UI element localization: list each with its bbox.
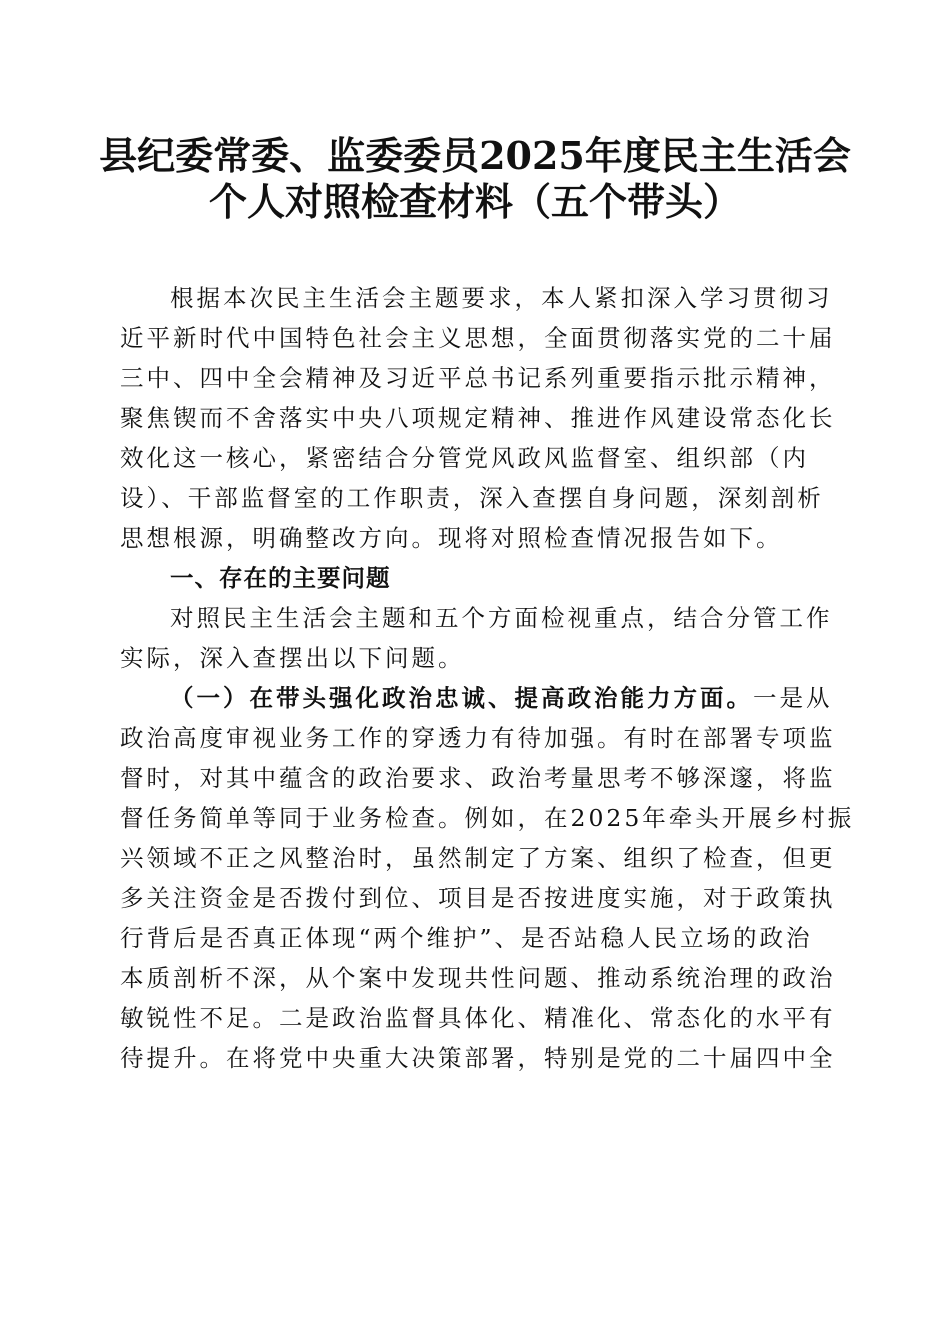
item-heading: （一）在带头强化政治忠诚、提高政治能力方面。 xyxy=(170,684,753,712)
intro-line: 思想根源，明确整改方向。现将对照检查情况报告如下。 xyxy=(120,524,783,552)
item-line: 政治高度审视业务工作的穿透力有待加强。有时在部署专项监 xyxy=(120,724,836,752)
intro-line: 近平新时代中国特色社会主义思想，全面贯彻落实党的二十届 xyxy=(120,324,836,352)
item-line: 督时，对其中蕴含的政治要求、政治考量思考不够深邃，将监 xyxy=(120,764,836,792)
intro-line: 设）、干部监督室的工作职责，深入查摆自身问题，深刻剖析 xyxy=(120,484,824,512)
item-heading-tail: 一是从 xyxy=(753,684,833,712)
item-line: 敏锐性不足。二是政治监督具体化、精准化、常态化的水平有 xyxy=(120,1004,836,1032)
section-heading: 一、存在的主要问题 xyxy=(170,564,391,592)
item-line: 督任务简单等同于业务检查。例如，在2025年牵头开展乡村振 xyxy=(120,804,855,832)
section-line: 实际，深入查摆出以下问题。 xyxy=(120,644,465,672)
item-line: 行背后是否真正体现“两个维护”、是否站稳人民立场的政治 xyxy=(120,924,813,952)
item-heading-line xyxy=(120,678,833,718)
intro-line: 聚焦锲而不舍落实中央八项规定精神、推进作风建设常态化长 xyxy=(120,404,836,432)
item-line: 本质剖析不深，从个案中发现共性问题、推动系统治理的政治 xyxy=(120,964,836,992)
title-line-1: 县纪委常委、监委委员2025年度民主生活会 xyxy=(99,133,851,178)
section-line: 对照民主生活会主题和五个方面检视重点，结合分管工作 xyxy=(170,604,833,632)
intro-line: 三中、四中全会精神及习近平总书记系列重要指示批示精神， xyxy=(120,364,836,392)
document-title xyxy=(0,133,950,225)
item-line: 兴领域不正之风整治时，虽然制定了方案、组织了检查，但更 xyxy=(120,844,836,872)
intro-line: 根据本次民主生活会主题要求，本人紧扣深入学习贯彻习 xyxy=(170,284,833,312)
item-line: 待提升。在将党中央重大决策部署，特别是党的二十届四中全 xyxy=(120,1044,836,1072)
intro-line: 效化这一核心，紧密结合分管党风政风监督室、组织部（内 xyxy=(120,444,809,472)
item-line: 多关注资金是否拨付到位、项目是否按进度实施，对于政策执 xyxy=(120,884,836,912)
title-line-2: 个人对照检查材料（五个带头） xyxy=(208,179,741,224)
document-body xyxy=(120,278,855,1078)
